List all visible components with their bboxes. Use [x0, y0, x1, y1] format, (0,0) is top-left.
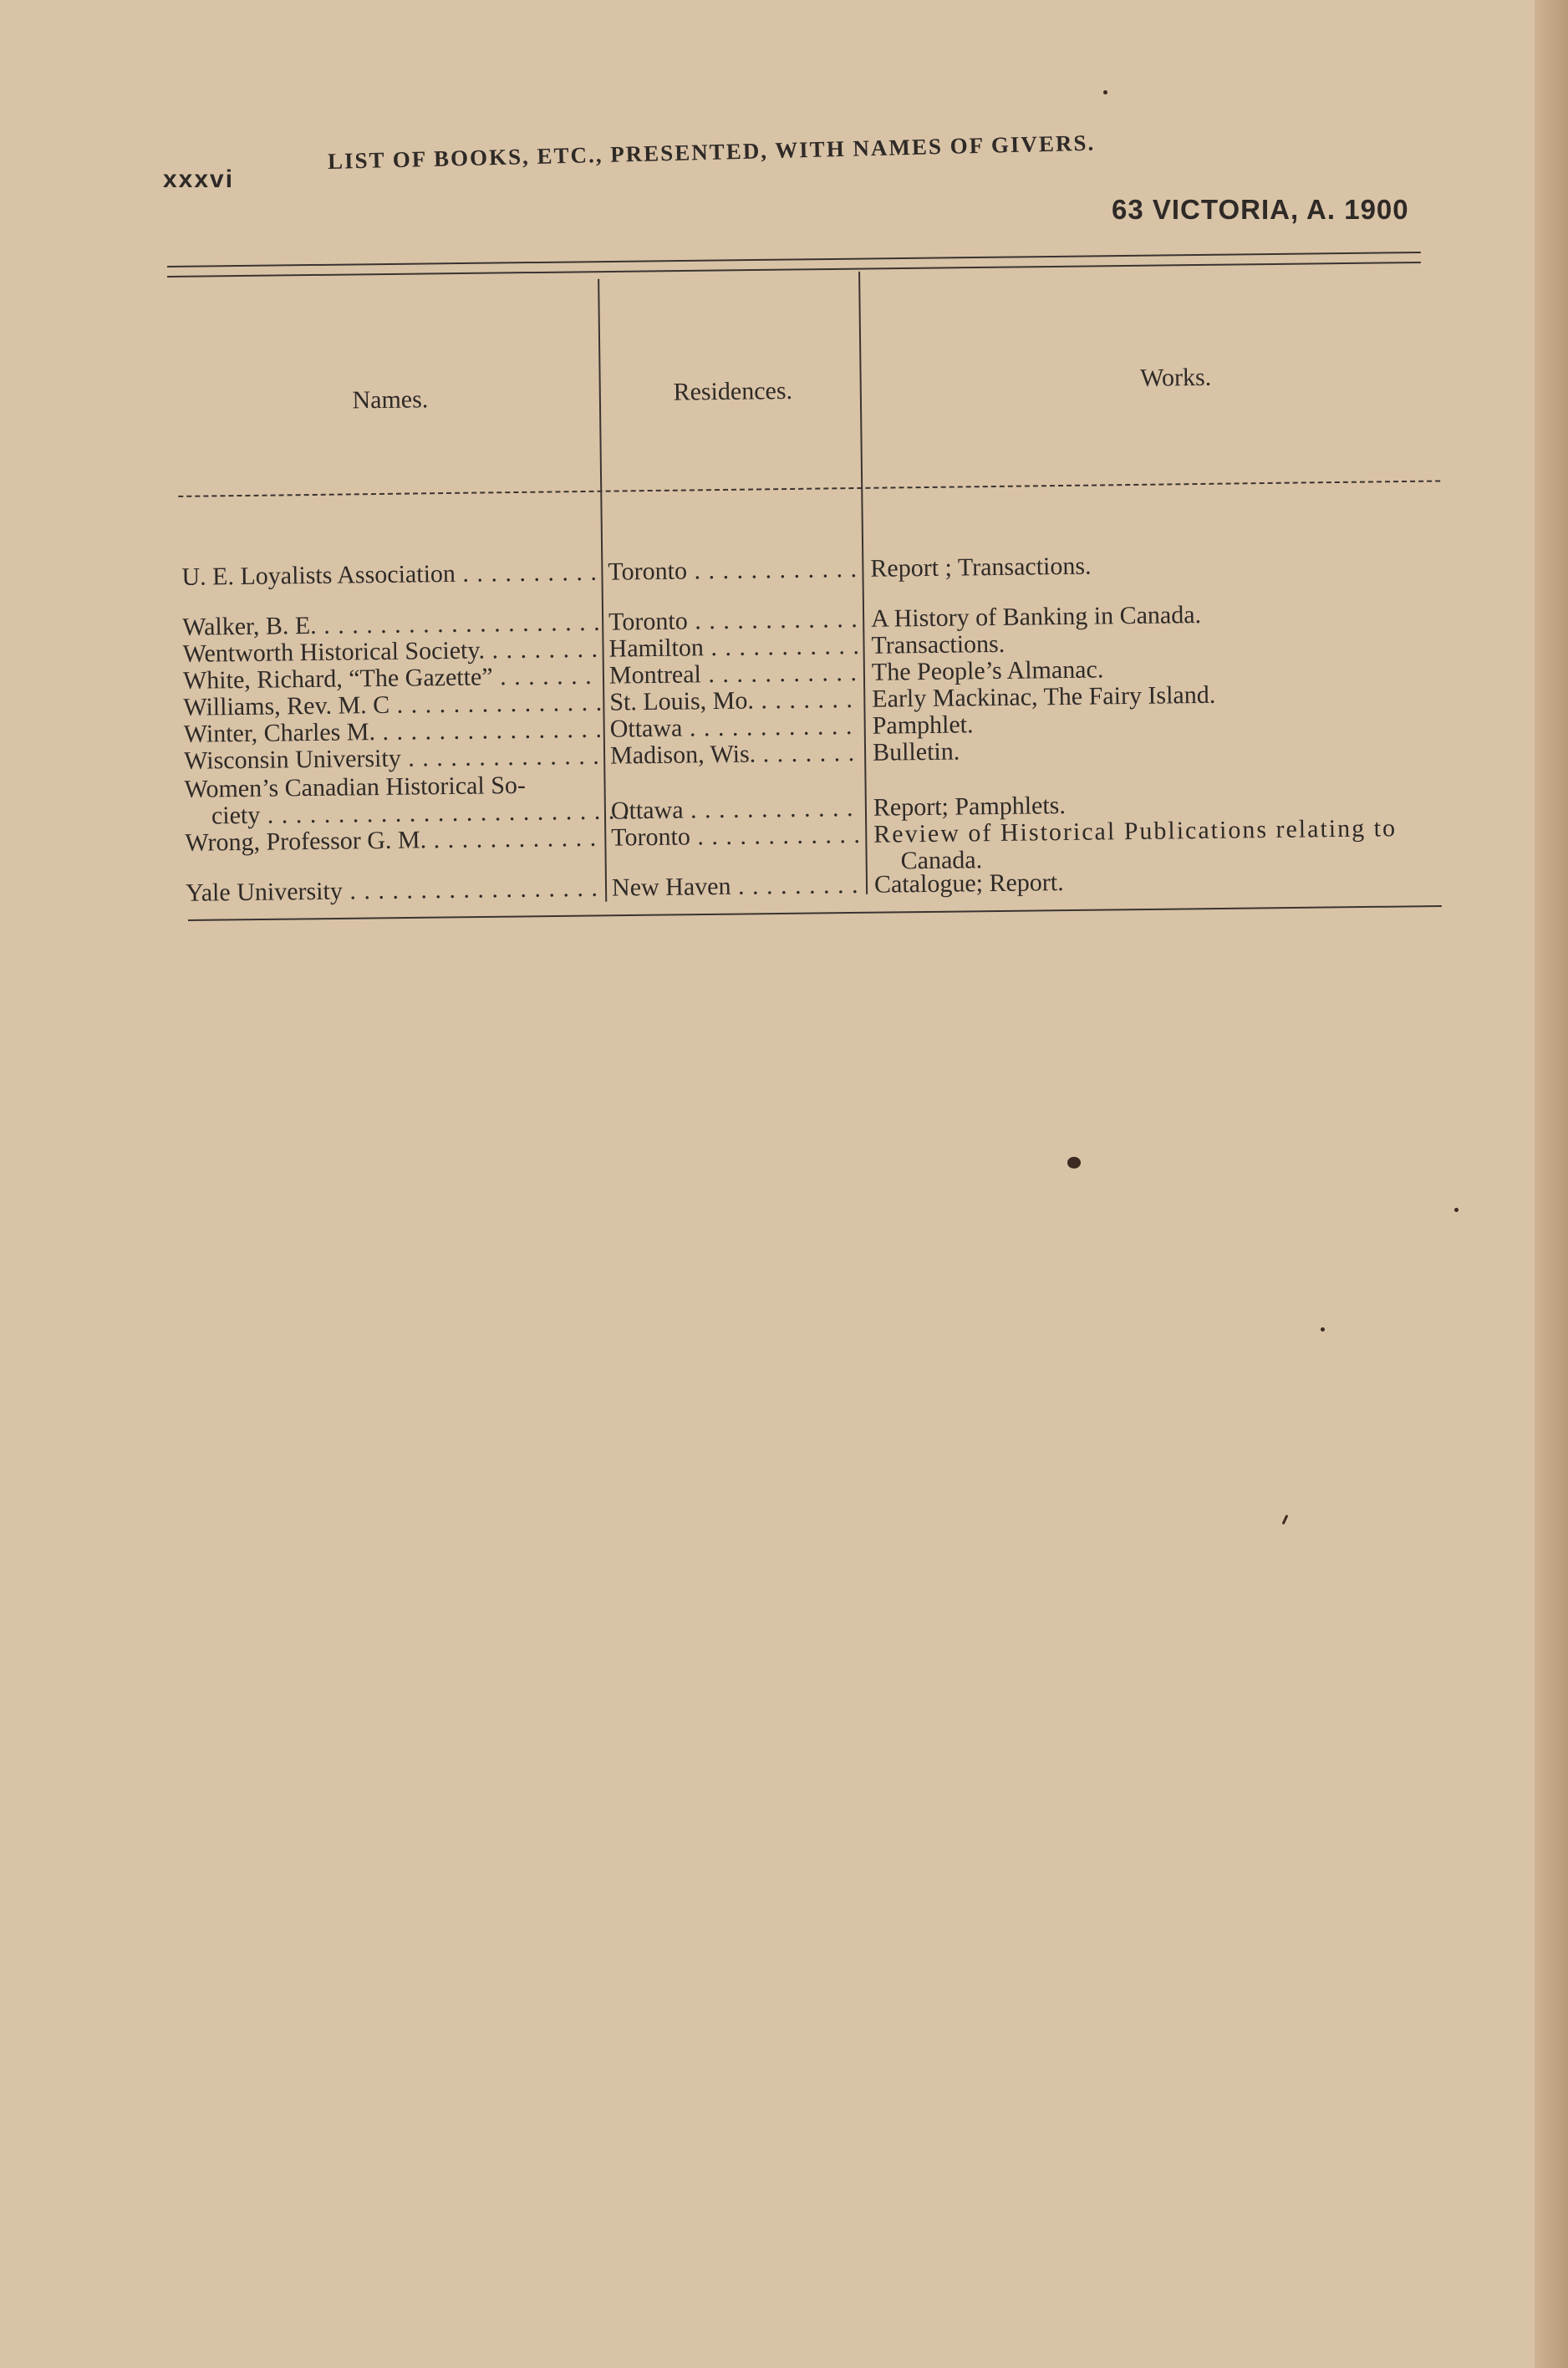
page-edge-shadow [1535, 0, 1568, 2368]
table-row-name: Women’s Canadian Historical So- [184, 771, 527, 803]
table-row-works-continuation: Canada. [900, 846, 983, 875]
table-row-residence: Madison, Wis. . . . [610, 740, 861, 770]
table-row-residence: Toronto . . . [608, 606, 859, 636]
table-row-residence: St. Louis, Mo. . . . [609, 686, 860, 716]
table-row-residence: Toronto . . . [608, 556, 858, 586]
table-row-name: Winter, Charles M. . . . [184, 716, 602, 748]
table-row-works: Early Mackinac, The Fairy Island. [872, 680, 1216, 713]
givers-table [171, 256, 1453, 915]
table-row-works: Transactions. [871, 629, 1005, 659]
header-divider [178, 480, 1440, 497]
table-row-name: White, Richard, “The Gazette” . . . [183, 663, 601, 695]
table-row-name: U. E. Loyalists Association . . . [181, 559, 599, 591]
table-row-residence: Toronto . . . [611, 822, 862, 852]
table-row-name-continuation: ciety . . . [185, 797, 629, 829]
ink-speck [1454, 1208, 1459, 1212]
table-row-residence: Ottawa . . . [611, 795, 862, 825]
table-row-residence: Ottawa . . . [610, 713, 861, 743]
running-head: LIST OF BOOKS, ETC., PRESENTED, WITH NAMES OF GIVERS. [327, 130, 1096, 174]
table-row-residence: Montreal . . . [609, 659, 860, 690]
session-label: 63 VICTORIA, A. 1900 [1112, 194, 1409, 225]
ink-spot [1067, 1157, 1081, 1169]
page-number: xxxvi [163, 166, 235, 193]
ink-speck [1321, 1327, 1325, 1332]
table-row-name: Wisconsin University . . . [184, 743, 602, 775]
header-works: Works. [1139, 363, 1212, 392]
table-row-works: A History of Banking in Canada. [870, 600, 1202, 633]
table-row-works: The People’s Almanac. [871, 655, 1104, 686]
table-row-works: Report ; Transactions. [870, 552, 1092, 583]
table-row-works: Catalogue; Report. [873, 868, 1064, 899]
header-residences: Residences. [673, 376, 793, 406]
table-row-residence: New Haven . . . [612, 872, 863, 902]
table-row-works: Review of Historical Publications relating to [873, 814, 1397, 848]
table-row-name: Wrong, Professor G. M. . . . [185, 825, 603, 857]
table-row-works: Bulletin. [872, 737, 960, 766]
table-row-works: Pamphlet. [872, 710, 974, 740]
table-row-name: Wentworth Historical Society. . . . [182, 636, 600, 668]
table-row-name: Walker, B. E. . . . [182, 609, 600, 641]
ink-speck [1103, 90, 1107, 94]
table-row-name: Williams, Rev. M. C . . . [183, 690, 601, 721]
header-names: Names. [352, 385, 429, 415]
ink-speck [1282, 1515, 1289, 1525]
table-row-name: Yale University . . . [186, 875, 603, 907]
table-row-works: Report; Pamphlets. [873, 791, 1067, 822]
table-row-residence: Hamilton . . . [608, 633, 859, 663]
